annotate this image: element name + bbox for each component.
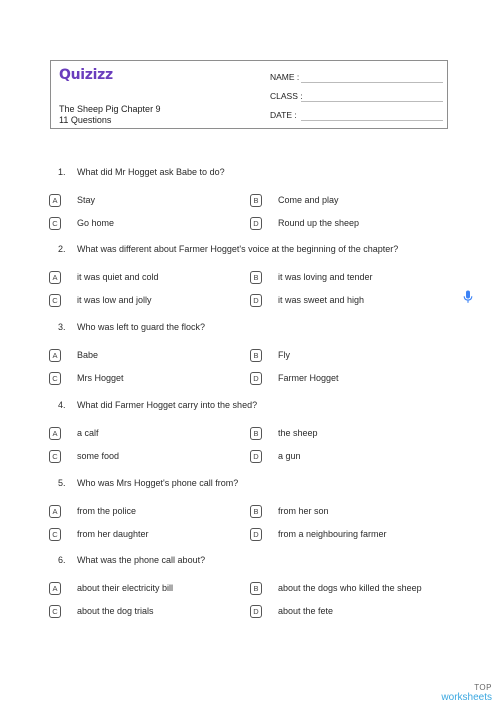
question-number: 4.: [58, 400, 66, 410]
name-label: NAME :: [270, 72, 300, 82]
option-text: some food: [77, 451, 120, 461]
class-label: CLASS :: [270, 91, 303, 101]
option-letter-badge[interactable]: B: [250, 194, 262, 207]
question-text: What did Mr Hogget ask Babe to do?: [77, 167, 225, 177]
question-number: 1.: [58, 167, 66, 177]
option-letter-badge[interactable]: A: [49, 271, 61, 284]
worksheet-header: [50, 60, 448, 129]
question-text: What did Farmer Hogget carry into the shed?: [77, 400, 258, 410]
option-letter-badge[interactable]: A: [49, 349, 61, 362]
option-text: Come and play: [278, 195, 339, 205]
option-text: about the dogs who killed the sheep: [278, 583, 422, 593]
option-text: Fly: [278, 350, 290, 360]
option-text: Mrs Hogget: [77, 373, 124, 383]
option-letter-badge[interactable]: A: [49, 582, 61, 595]
question-number: 6.: [58, 555, 66, 565]
option-letter-badge[interactable]: C: [49, 528, 61, 541]
option-letter-badge[interactable]: C: [49, 294, 61, 307]
question-2: [58, 244, 398, 254]
question-number: 5.: [58, 478, 66, 488]
brand-bottom-text: worksheets: [441, 692, 492, 703]
option-letter-badge[interactable]: B: [250, 427, 262, 440]
topworksheets-logo: [441, 683, 492, 703]
option-letter-badge[interactable]: D: [250, 450, 262, 463]
option-letter-badge[interactable]: B: [250, 271, 262, 284]
question-text: What was different about Farmer Hogget's voice at the beginning of the chapter?: [77, 244, 399, 254]
quiz-title: The Sheep Pig Chapter 9: [59, 104, 161, 114]
option-letter-badge[interactable]: C: [49, 217, 61, 230]
option-text: Round up the sheep: [278, 218, 360, 228]
question-text: Who was left to guard the flock?: [77, 322, 206, 332]
question-text: What was the phone call about?: [77, 555, 206, 565]
option-letter-badge[interactable]: D: [250, 217, 262, 230]
option-text: from her daughter: [77, 529, 149, 539]
option-text: about the fete: [278, 606, 334, 616]
option-text: a gun: [278, 451, 301, 461]
option-text: Stay: [77, 195, 96, 205]
option-letter-badge[interactable]: D: [250, 294, 262, 307]
option-text: about the dog trials: [77, 606, 154, 616]
option-text: Farmer Hogget: [278, 373, 339, 383]
option-letter-badge[interactable]: B: [250, 505, 262, 518]
option-text: a calf: [77, 428, 99, 438]
option-letter-badge[interactable]: B: [250, 582, 262, 595]
option-letter-badge[interactable]: C: [49, 450, 61, 463]
date-label: DATE :: [270, 110, 297, 120]
question-number: 3.: [58, 322, 66, 332]
question-count: 11 Questions: [59, 115, 112, 125]
question-text: Who was Mrs Hogget's phone call from?: [77, 478, 239, 488]
question-4: [58, 400, 257, 410]
option-text: from a neighbouring farmer: [278, 529, 387, 539]
option-letter-badge[interactable]: C: [49, 372, 61, 385]
option-letter-badge[interactable]: B: [250, 349, 262, 362]
question-number: 2.: [58, 244, 66, 254]
question-6: [58, 555, 205, 565]
date-field[interactable]: [301, 120, 443, 121]
option-letter-badge[interactable]: A: [49, 505, 61, 518]
option-text: it was low and jolly: [77, 295, 152, 305]
option-letter-badge[interactable]: D: [250, 605, 262, 618]
option-letter-badge[interactable]: C: [49, 605, 61, 618]
option-text: from her son: [278, 506, 329, 516]
question-1: [58, 167, 225, 177]
option-letter-badge[interactable]: A: [49, 427, 61, 440]
option-text: Go home: [77, 218, 115, 228]
option-text: from the police: [77, 506, 137, 516]
option-text: about their electricity bill: [77, 583, 174, 593]
option-text: it was loving and tender: [278, 272, 373, 282]
option-text: the sheep: [278, 428, 318, 438]
option-text: it was quiet and cold: [77, 272, 159, 282]
option-letter-badge[interactable]: D: [250, 528, 262, 541]
option-letter-badge[interactable]: A: [49, 194, 61, 207]
option-text: Babe: [77, 350, 99, 360]
question-5: [58, 478, 238, 488]
class-field[interactable]: [301, 101, 443, 102]
quizizz-logo: Quizizz: [59, 67, 113, 83]
name-field[interactable]: [301, 82, 443, 83]
option-letter-badge[interactable]: D: [250, 372, 262, 385]
option-text: it was sweet and high: [278, 295, 365, 305]
question-3: [58, 322, 205, 332]
brand-top-text: TOP: [474, 683, 492, 692]
microphone-icon[interactable]: [463, 290, 473, 304]
